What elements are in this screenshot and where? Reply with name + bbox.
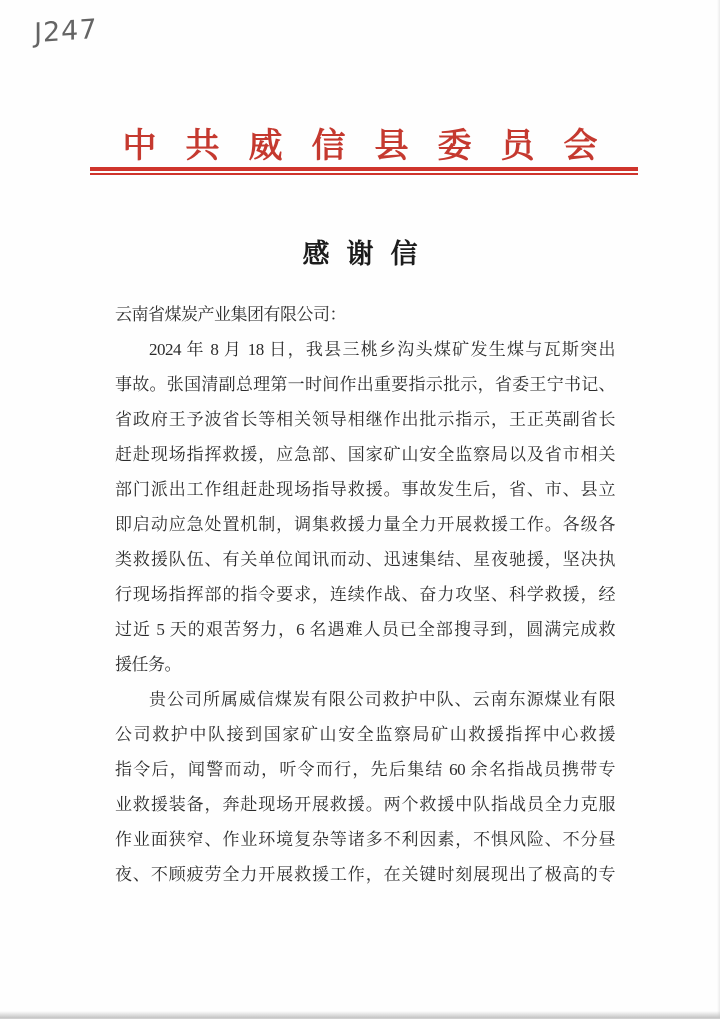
letter-line: 类救援队伍、有关单位闻讯而动、迅速集结、星夜驰援，坚决执 bbox=[115, 550, 615, 569]
letter-line: 业救援装备，奔赴现场开展救援。两个救援中队指战员全力克服 bbox=[115, 795, 615, 814]
paragraph-end-line: 援任务。 bbox=[115, 655, 181, 674]
letter-line: 行现场指挥部的指令要求，连续作战、奋力攻坚、科学救援，经 bbox=[115, 585, 615, 604]
handwritten-mark: J247 bbox=[34, 13, 98, 50]
scan-bottom-edge bbox=[0, 1011, 720, 1019]
letter-title: 感谢信 bbox=[302, 239, 435, 269]
letter-line: 贵公司所属威信煤炭有限公司救护中队、云南东源煤业有限 bbox=[149, 690, 615, 709]
letter-line: 指令后，闻警而动，听令而行，先后集结 60 余名指战员携带专 bbox=[115, 760, 615, 779]
salutation-line: 云南省煤炭产业集团有限公司： bbox=[115, 305, 346, 324]
letter-line: 2024 年 8 月 18 日，我县三桃乡沟头煤矿发生煤与瓦斯突出 bbox=[149, 340, 615, 359]
divider-rule-thin bbox=[90, 173, 638, 175]
letterhead-title: 中共威信县委员会 bbox=[122, 128, 627, 165]
letter-line: 公司救护中队接到国家矿山安全监察局矿山救援指挥中心救援 bbox=[115, 725, 615, 744]
letterhead-divider bbox=[90, 167, 638, 175]
letter-line: 事故。张国清副总理第一时间作出重要指示批示，省委王宁书记、 bbox=[115, 375, 615, 394]
letter-line: 即启动应急处置机制，调集救援力量全力开展救援工作。各级各 bbox=[115, 515, 615, 534]
letter-line: 作业面狭窄、作业环境复杂等诸多不利因素，不惧风险、不分昼 bbox=[115, 830, 615, 849]
letter-line: 过近 5 天的艰苦努力，6 名遇难人员已全部搜寻到，圆满完成救 bbox=[115, 620, 615, 639]
letter-line: 赶赴现场指挥救援，应急部、国家矿山安全监察局以及省市相关 bbox=[115, 445, 615, 464]
letter-body bbox=[115, 297, 615, 892]
letter-line: 部门派出工作组赶赴现场指导救援。事故发生后，省、市、县立 bbox=[115, 480, 615, 499]
letter-line: 省政府王予波省长等相关领导相继作出批示指示，王正英副省长 bbox=[115, 410, 615, 429]
letter-line: 夜、不顾疲劳全力开展救援工作，在关键时刻展现出了极高的专 bbox=[115, 865, 615, 884]
